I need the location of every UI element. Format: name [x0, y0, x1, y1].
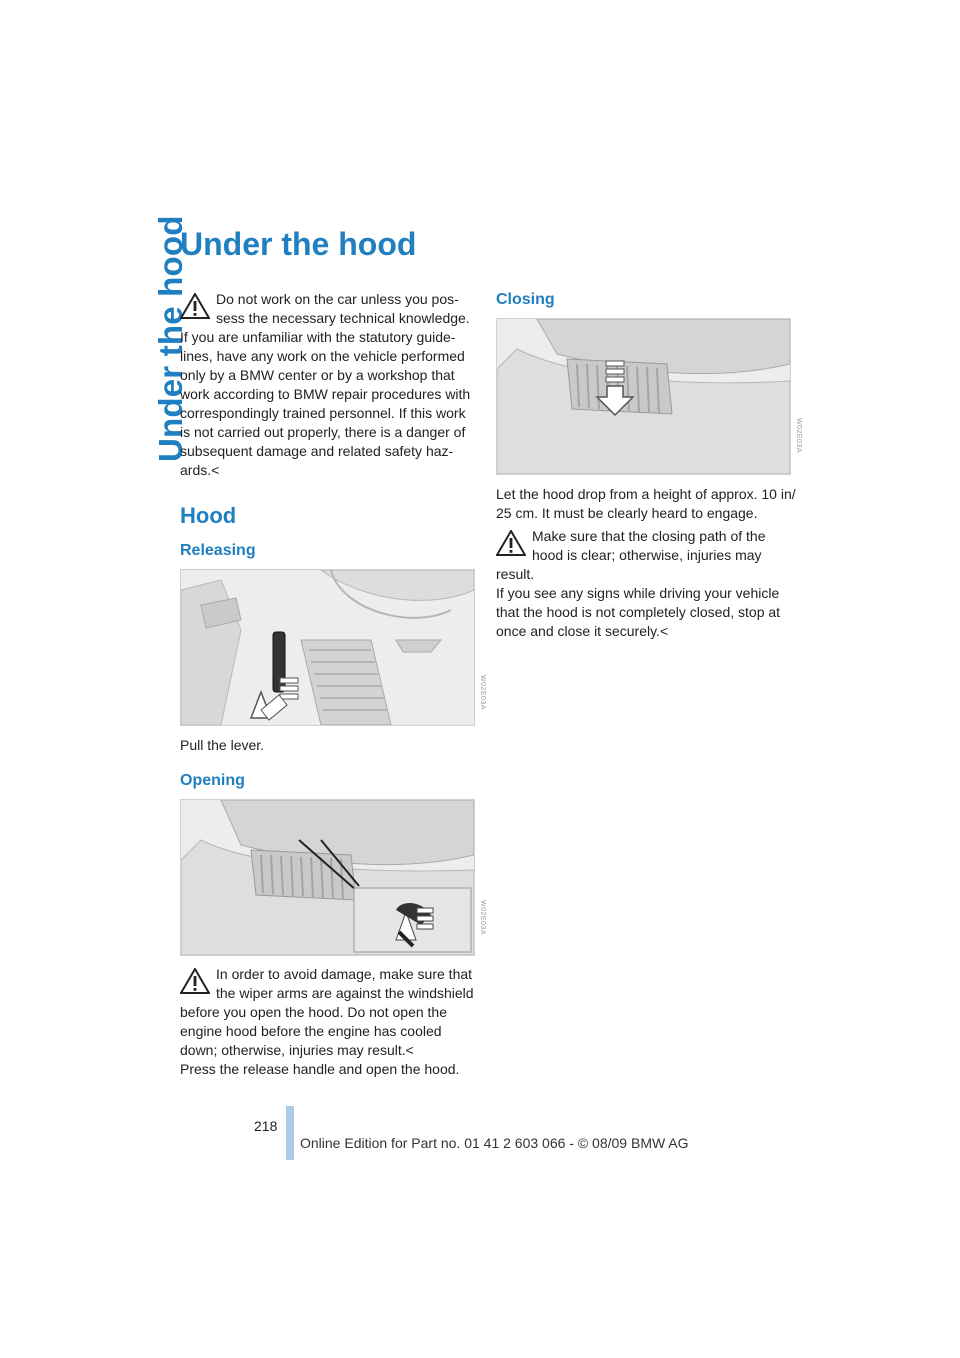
- opening-heading: Opening: [180, 772, 245, 789]
- opening-text: Press the release handle and open the hood.: [180, 1061, 460, 1077]
- hood-closing-illustration: [497, 319, 790, 474]
- closing-figure: [496, 318, 791, 475]
- warning-icon: [180, 968, 210, 994]
- opening-figure: [180, 799, 475, 956]
- opening-warning-line2: the wiper arms are against the windshield: [216, 985, 474, 1001]
- releasing-caption: Pull the lever.: [180, 737, 265, 753]
- intro-warning-text: If you are unfamiliar with the statutory guide-lines, have any work on the vehicle performed only by a BMW center or by a workshop that work according to BMW repair procedures with correspondingly trained personnel. If this work is not carried out properly, there is a danger of subsequent damage and related safety haz-ards.<: [180, 329, 471, 478]
- closing-heading: Closing: [496, 291, 555, 308]
- page-number: 218: [254, 1118, 278, 1134]
- opening-warning-line1: In order to avoid damage, make sure that: [216, 966, 473, 982]
- opening-figure-code: W02E03A: [479, 900, 486, 936]
- intro-warning-line2: sess the necessary technical knowledge.: [216, 310, 470, 326]
- releasing-figure: [180, 569, 475, 726]
- lever-illustration: [181, 570, 474, 725]
- footer-bar: [286, 1106, 294, 1160]
- side-tab: [118, 215, 189, 462]
- page-title: Under the hood: [180, 226, 417, 262]
- warning-icon: [180, 293, 210, 319]
- opening-warning-text: before you open the hood. Do not open the engine hood before the engine has cooled down; otherwise, injuries may result.<: [180, 1004, 447, 1058]
- closing-warning-line1: Make sure that the closing path of the: [532, 528, 766, 544]
- hood-release-illustration: [181, 800, 474, 955]
- releasing-heading: Releasing: [180, 542, 256, 559]
- warning-icon: [496, 530, 526, 556]
- side-tab-label: Under the hood: [152, 215, 189, 462]
- hood-heading: Hood: [180, 503, 237, 528]
- closing-warning-text: result.: [496, 566, 535, 582]
- closing-text: Let the hood drop from a height of approx. 10 in/ 25 cm. It must be clearly heard to engage.: [496, 486, 796, 521]
- footer-text: Online Edition for Part no. 01 41 2 603 066 - © 08/09 BMW AG: [300, 1135, 689, 1151]
- closing-warning-line2: hood is clear; otherwise, injuries may: [532, 547, 762, 563]
- closing-text-2: If you see any signs while driving your vehicle that the hood is not completely closed, stop at once and close it securely.<: [496, 585, 781, 639]
- closing-figure-code: W02E03A: [795, 418, 802, 454]
- releasing-figure-code: W02E03A: [479, 675, 486, 711]
- intro-warning-line1: Do not work on the car unless you pos-: [216, 291, 459, 307]
